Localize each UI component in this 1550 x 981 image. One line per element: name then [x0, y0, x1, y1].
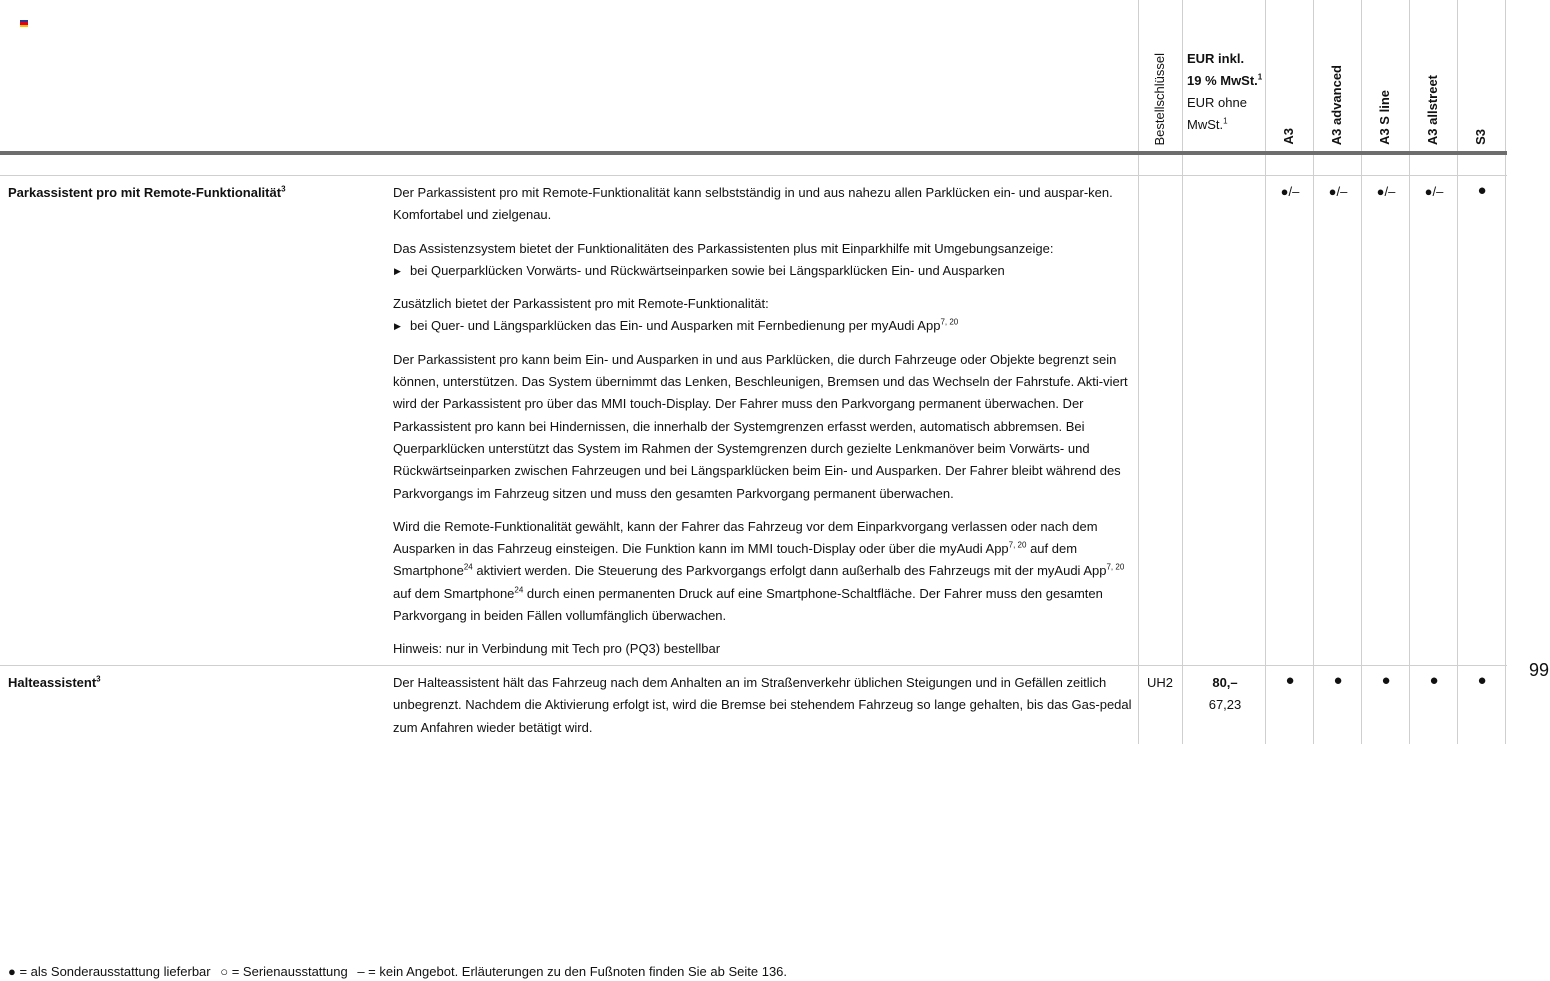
feature-description [393, 182, 1133, 672]
bullet-item: ▶ bei Quer- und Längsparklücken das Ein- und Ausparken mit Fernbedienung per myAudi App$^{7, 20}$ [393, 315, 1133, 337]
column-header-a3: A3 [1281, 128, 1296, 145]
availability-a3-s-line: ●/– [1376, 184, 1396, 199]
price-incl-value: 80,– [1212, 675, 1238, 690]
feature-description [393, 672, 1133, 750]
footnote-ref: 7, 20 [940, 318, 959, 328]
language-flag-icon [20, 20, 28, 27]
column-header-a3-allstreet: A3 allstreet [1425, 74, 1440, 145]
feature-name: Halteassistent$^3$ [8, 674, 101, 690]
price-excl-value: 67,23 [1208, 697, 1242, 712]
legend [8, 964, 793, 979]
footnote-ref: 1 [1223, 116, 1228, 126]
column-header-a3-advanced: A3 advanced [1329, 64, 1344, 145]
price-excl-label-2: MwSt. [1187, 117, 1224, 132]
availability-s3: ● [1477, 672, 1487, 689]
availability-a3-advanced: ●/– [1328, 184, 1348, 199]
price-excl-label: EUR ohne [1187, 95, 1247, 110]
column-header-s3: S3 [1473, 129, 1488, 145]
column-header-a3-s-line: A3 S line [1377, 90, 1392, 145]
footnote-ref: 3 [281, 184, 286, 194]
bullet-item: ▶ bei Querparklücken Vorwärts- und Rückwärtseinparken sowie bei Längsparklücken Ein- und Ausparken [393, 260, 1133, 282]
page-number: 99 [1529, 660, 1550, 680]
description-paragraph: Das Assistenzsystem bietet der Funktionalitäten des Parkassistenten plus mit Einparkhilfe mit Umgebungsanzeige: [393, 240, 1054, 256]
description-paragraph: Der Parkassistent pro mit Remote-Funktionalität kann selbstständig in und aus nahezu allen Parklücken ein- und auspar-ken. Komfortabel und zielgenau. [393, 185, 1113, 223]
grid-line [1457, 0, 1458, 744]
row-divider [0, 175, 1507, 176]
price-incl-label-2: 19 % MwSt. [1187, 73, 1258, 88]
grid-line [1361, 0, 1362, 744]
availability-a3: ● [1285, 672, 1295, 689]
bullet-triangle-icon: ▶ [394, 265, 401, 276]
price-cell [1187, 672, 1263, 716]
description-paragraph: Der Parkassistent pro kann beim Ein- und Ausparken in und aus Parklücken, die durch Fahrzeuge oder Objekte begrenzt sein können, unterstützen. Das System übernimmt das Lenken, Beschleunigen, Bremsen und das Wechseln der Fahrstufe. Akti-viert wird der Parkassistent pro über das MMI touch-Display. Der Fahrer muss den Parkvorgang permanent überwachen. Der Parkassistent pro kann bei Hindernissen, die innerhalb der Systemgrenzen erfasst werden, automatisch abbremsen. Bei Querparklücken unterstützt das System im Rahmen der Systemgrenzen durch gezielte Lenkmanöver beim Vorwärts- und Rückwärtseinparken zwischen Fahrzeugen und bei Längsparklücken beim Ein- und Ausparken. Der Fahrer bleibt während des Parkvorgangs im Fahrzeug sitzen und muss den gesamten Parkvorgang permanent überwachen. [393, 351, 1128, 501]
description-paragraph: Wird die Remote-Funktionalität gewählt, kann der Fahrer das Fahrzeug vor dem Einparkvorgang verlassen oder nach dem Ausparken in das Fahrzeug einsteigen. Die Funktion kann im MMI touch-Display oder über die myAudi App$^{7, 20}$ auf dem Smartphone$^{24}$ aktiviert werden. Die Steuerung des Parkvorgangs erfolgt dann außerhalb des Fahrzeugs mit der myAudi App$^{7, 20}$ auf dem Smartphone$^{24}$ durch einen permanenten Druck auf eine Smartphone-Schaltfläche. Der Fahrer muss den gesamten Parkvorgang in beiden Fällen vollumfänglich überwachen. [393, 518, 1125, 624]
availability-a3-s-line: ● [1381, 672, 1391, 689]
grid-line [1138, 0, 1139, 744]
grid-line [1182, 0, 1183, 744]
bullet-triangle-icon: ▶ [394, 321, 401, 332]
column-header-order-key: Bestellschlüssel [1152, 52, 1167, 145]
order-code: UH2 [1147, 675, 1174, 690]
availability-a3-allstreet: ● [1429, 672, 1439, 689]
legend-standard: ○ = Serienausstattung [220, 964, 348, 979]
feature-name: Parkassistent pro mit Remote-Funktionalität$^3$ [8, 184, 286, 200]
footnote-ref: 1 [1257, 72, 1263, 82]
availability-a3-allstreet: ●/– [1424, 184, 1444, 199]
legend-optional: ● = als Sonderausstattung lieferbar [8, 964, 211, 979]
availability-a3-advanced: ● [1333, 672, 1343, 689]
footnote-ref: 3 [96, 674, 101, 684]
availability-s3: ● [1477, 182, 1487, 199]
header-rule [0, 151, 1507, 155]
grid-line [1505, 0, 1506, 744]
grid-line [1313, 0, 1314, 744]
column-header-price [1187, 48, 1267, 136]
description-paragraph: Zusätzlich bietet der Parkassistent pro mit Remote-Funktionalität: [393, 296, 769, 312]
description-paragraph: Der Halteassistent hält das Fahrzeug nach dem Anhalten an im Straßenverkehr üblichen Steigungen und in Gefällen zeitlich unbegrenzt. Nachdem die Aktivierung erfolgt ist, wird die Bremse bei stehendem Fahrzeug so lange gehalten, bis das Gas-pedal zum Anfahren wieder betätigt wird. [393, 675, 1132, 735]
availability-a3: ●/– [1280, 184, 1300, 199]
price-incl-label: EUR inkl. [1187, 51, 1245, 66]
description-note: Hinweis: nur in Verbindung mit Tech pro (PQ3) bestellbar [393, 641, 721, 657]
legend-none: – = kein Angebot. Erläuterungen zu den Fußnoten finden Sie ab Seite 136. [357, 964, 788, 979]
grid-line [1409, 0, 1410, 744]
